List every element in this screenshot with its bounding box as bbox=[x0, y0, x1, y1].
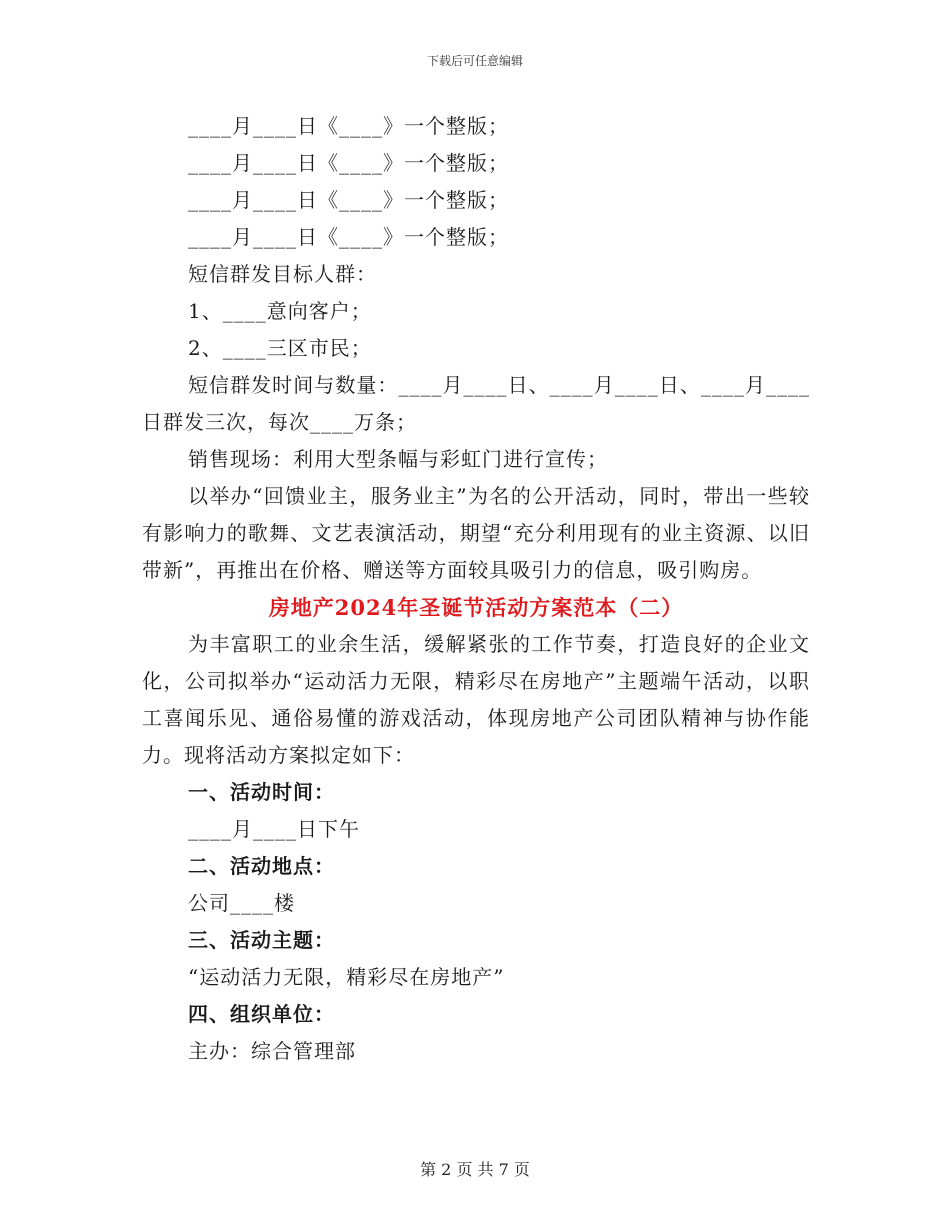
heading-organizer: 四、组织单位： bbox=[188, 1002, 335, 1026]
heading-activity-time: 一、活动时间： bbox=[188, 780, 335, 804]
heading-activity-location: 二、活动地点： bbox=[188, 854, 335, 878]
ad-schedule-line: ____月____日《____》一个整版； bbox=[188, 114, 509, 138]
sms-target-label: 短信群发目标人群： bbox=[188, 262, 377, 286]
heading-activity-theme: 三、活动主题： bbox=[188, 928, 335, 952]
section-title: 房地产2024年圣诞节活动方案范本（二） bbox=[268, 595, 684, 620]
activity-location-value: 公司____楼 bbox=[188, 891, 295, 915]
activity-theme-value: “运动活力无限，精彩尽在房地产” bbox=[188, 965, 505, 989]
ad-schedule-line: ____月____日《____》一个整版； bbox=[188, 225, 509, 249]
page-footer: 第 2 页 共 7 页 bbox=[420, 1160, 530, 1179]
sales-site-line: 销售现场：利用大型条幅与彩虹门进行宣传； bbox=[188, 447, 608, 471]
sms-time-paragraph: 短信群发时间与数量：____月____日、____月____日、____月____日群发三次，每次____万条； bbox=[142, 373, 810, 434]
page-header: 下载后可任意编辑 bbox=[426, 54, 523, 68]
sms-target-item: 1、____意向客户； bbox=[188, 299, 372, 323]
activity-paragraph: 以举办“回馈业主，服务业主”为名的公开活动，同时，带出一些较有影响力的歌舞、文艺表演活动，期望“充分利用现有的业主资源、以旧带新”，再推出在价格、赠送等方面较具吸引力的信息，吸引购房。 bbox=[142, 484, 810, 582]
sms-target-item: 2、____三区市民； bbox=[188, 336, 372, 360]
intro-paragraph: 为丰富职工的业余生活，缓解紧张的工作节奏，打造良好的企业文化，公司拟举办“运动活力无限，精彩尽在房地产”主题端午活动，以职工喜闻乐见、通俗易懂的游戏活动，体现房地产公司团队精神与协作能力。现将活动方案拟定如下： bbox=[142, 632, 810, 767]
ad-schedule-line: ____月____日《____》一个整版； bbox=[188, 151, 509, 175]
document-body bbox=[142, 108, 810, 1070]
ad-schedule-line: ____月____日《____》一个整版； bbox=[188, 188, 509, 212]
organizer-value: 主办：综合管理部 bbox=[188, 1039, 356, 1063]
activity-time-value: ____月____日下午 bbox=[188, 817, 360, 841]
